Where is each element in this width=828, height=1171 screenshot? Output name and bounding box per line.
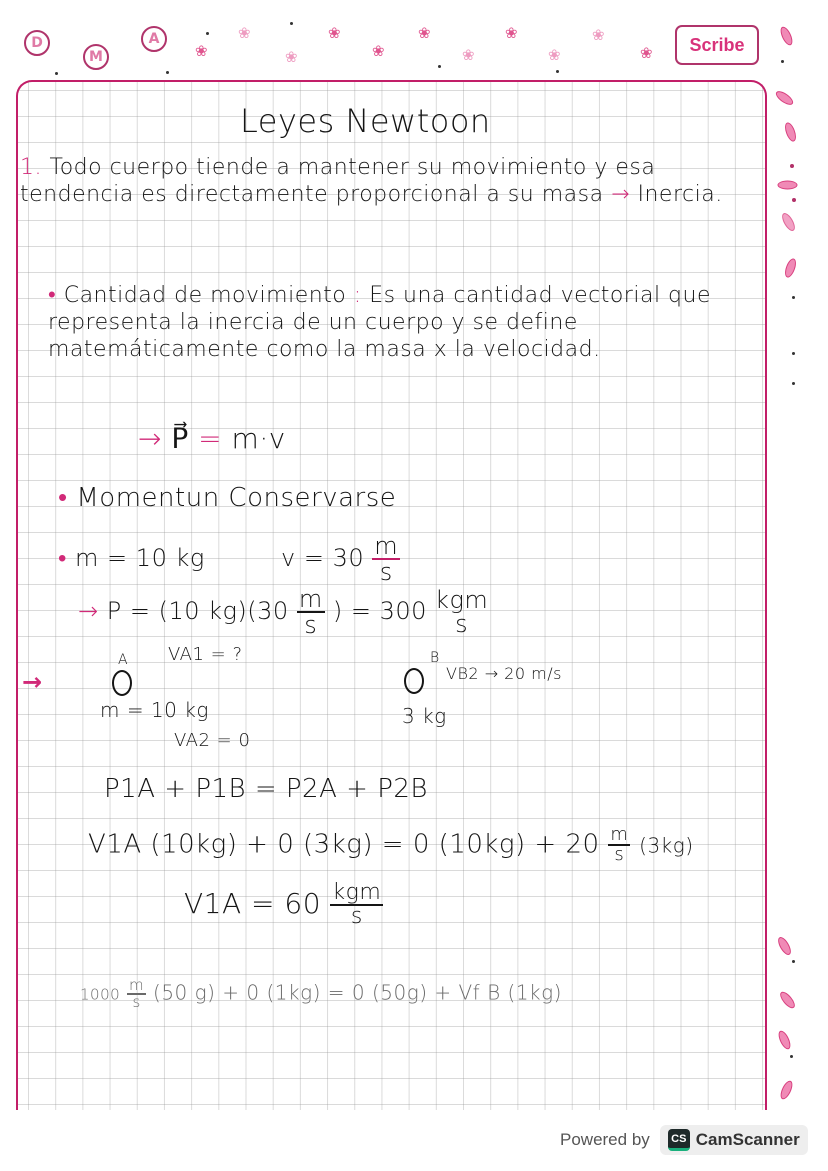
camscanner-badge[interactable] (660, 1125, 808, 1155)
substituted-equation: V1A (10kg) + 0 (3kg) = 0 (10kg) + 20 $\frac{m}{s}$ (3kg) (88, 824, 694, 865)
decor-dot (556, 70, 559, 73)
petal-icon (776, 935, 794, 957)
arrow-icon: → (22, 668, 43, 696)
velocity-a2: VA2 = 0 (174, 730, 251, 751)
colon: : (353, 283, 362, 308)
decor-dot (781, 60, 784, 63)
page-title: Leyes Newtoon (240, 102, 491, 140)
petal-icon (783, 121, 798, 143)
paw-print-icon: ❀ (285, 48, 298, 66)
decor-dot (790, 164, 794, 168)
momentum-formula (138, 422, 286, 455)
unit-fraction: $\frac{\text{kgm}}{s}$ (332, 880, 382, 929)
decor-dot (792, 352, 795, 355)
powered-by-label: Powered by (560, 1130, 650, 1149)
camscanner-watermark (560, 1122, 808, 1158)
object-b-label: B (430, 650, 440, 666)
notebook-header (0, 0, 828, 80)
unit-fraction: $\frac{m}{s}$ (374, 532, 399, 586)
day-label-m: M (83, 44, 109, 70)
decor-dot (792, 382, 795, 385)
camscanner-logo-icon: CS (668, 1129, 690, 1151)
bullet: • (58, 544, 67, 572)
camscanner-app-name: CamScanner (695, 1130, 800, 1149)
example-1-givens (58, 534, 400, 584)
petal-icon (776, 1029, 793, 1051)
decor-dot (206, 32, 209, 35)
decor-dot (790, 1055, 793, 1058)
decor-dot (55, 72, 58, 75)
bullet: • (48, 283, 57, 308)
mass-value: m = 10 kg (75, 544, 205, 572)
decor-dot (792, 960, 795, 963)
petal-icon (783, 257, 798, 279)
mass-a: m = 10 kg (100, 698, 209, 722)
petal-icon (774, 89, 796, 108)
law-1-text: Todo cuerpo tiende a mantener su movimiento y esa tendencia es directamente proporcional a su masa (20, 155, 656, 207)
object-b-circle (404, 668, 424, 694)
mass-b: 3 kg (402, 704, 447, 728)
velocity-b: VB2 → 20 m/s (446, 664, 562, 683)
notebook-brand-logo: Scribe (675, 25, 759, 65)
petal-icon (778, 989, 798, 1010)
velocity-a1: VA1 = ? (168, 644, 243, 665)
formula-lhs: P⃗ (171, 422, 189, 455)
petal-icon (778, 1079, 795, 1101)
law-number: 1. (20, 155, 42, 180)
unit-fraction: $\frac{m}{s}$ (610, 824, 629, 865)
petal-icon (778, 181, 798, 190)
grid-paper-page (16, 80, 767, 1110)
decor-dot (166, 71, 169, 74)
paw-print-icon: ❀ (195, 42, 208, 60)
conservation-equation: P1A + P1B = P2A + P2B (104, 774, 428, 804)
arrow-icon: → (138, 422, 162, 455)
momentum-term: Cantidad de movimiento (63, 283, 347, 308)
arrow-icon: → (78, 597, 99, 625)
unit-fraction: kgm s (435, 586, 489, 638)
law-1-paragraph (20, 154, 760, 208)
conservation-heading: • Momentun Conservarse (58, 483, 397, 513)
paw-print-icon: ❀ (238, 24, 251, 42)
unit-fraction: $\frac{m}{s}$ (298, 585, 323, 639)
object-a-circle (112, 670, 132, 696)
velocity-value: v = 30 (281, 544, 365, 572)
result-equation: V1A = 60 $\frac{\text{kgm}}{s}$ (184, 880, 382, 929)
paw-print-icon: ❀ (372, 42, 385, 60)
day-label-a: A (141, 26, 167, 52)
law-1-result: Inercia. (637, 182, 723, 207)
paw-print-icon: ❀ (462, 46, 475, 64)
paw-print-icon: ❀ (548, 46, 561, 64)
unit-fraction: $\frac{m}{s}$ (129, 976, 145, 1011)
paw-print-icon: ❀ (328, 24, 341, 42)
decor-dot (792, 198, 796, 202)
decor-dot (290, 22, 293, 25)
paw-print-icon: ❀ (418, 24, 431, 42)
faint-equation: 1000 $\frac{m}{s}$ (50 g) + 0 (1kg) = 0 (50g) + Vf B (1kg) (80, 976, 562, 1011)
paw-print-icon: ❀ (592, 26, 605, 44)
momentum-definition (48, 282, 760, 363)
formula-equals: = (198, 422, 223, 455)
paw-print-icon: ❀ (505, 24, 518, 42)
decor-dot (438, 65, 441, 68)
decor-dot (792, 296, 795, 299)
petal-icon (780, 211, 798, 233)
example-1-calculation: → P = (10 kg)(30 $\frac{m}{s}$ ) = 300 kgm s (78, 585, 489, 639)
paw-print-icon: ❀ (640, 44, 653, 62)
object-a-label: A (118, 652, 129, 668)
arrow-icon: → (611, 182, 630, 207)
bullet: • (58, 483, 68, 513)
formula-rhs: m·v (231, 422, 286, 455)
momentum-definition-text: Es una cantidad vectorial que representa la inercia de un cuerpo y se define matemáticamente como la masa x la velocidad. (48, 283, 711, 362)
day-label-d: D (24, 30, 50, 56)
